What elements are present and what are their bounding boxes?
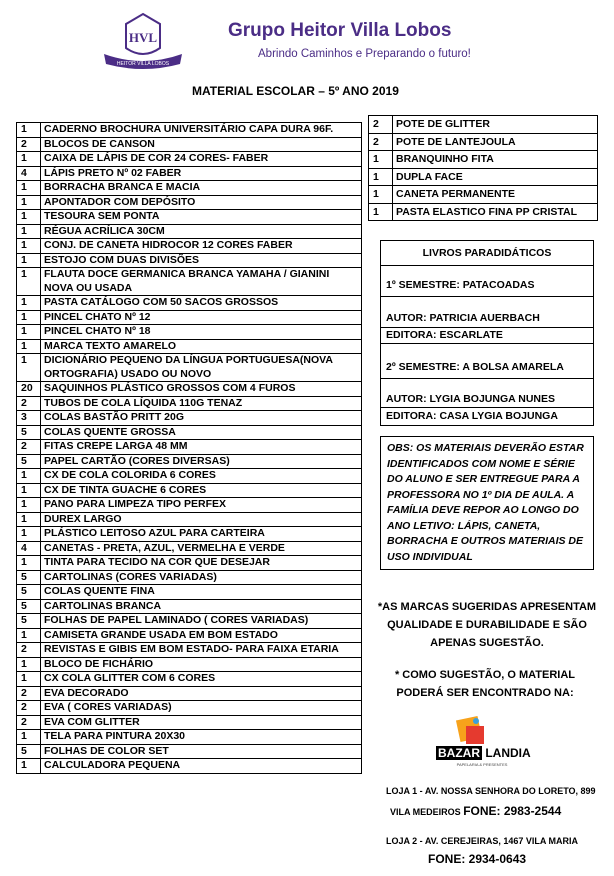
item-quantity: 1 <box>369 203 393 221</box>
item-description: PANO PARA LIMPEZA TIPO PERFEX <box>41 498 362 513</box>
item-quantity: 5 <box>17 614 41 629</box>
brands-note: *AS MARCAS SUGERIDAS APRESENTAM QUALIDADE E DURABILIDADE E SÃO APENAS SUGESTÃO. <box>377 601 597 649</box>
item-quantity: 1 <box>17 325 41 340</box>
item-description: CANETA PERMANENTE <box>393 186 598 204</box>
item-description: MARCA TEXTO AMARELO <box>41 339 362 354</box>
item-quantity: 2 <box>17 686 41 701</box>
logo-initials: HVL <box>128 30 158 45</box>
item-quantity: 1 <box>17 268 41 296</box>
table-row <box>369 168 598 186</box>
item-quantity: 1 <box>17 210 41 225</box>
item-quantity: 2 <box>369 116 393 134</box>
item-description: EVA COM GLITTER <box>41 715 362 730</box>
table-row <box>17 585 362 600</box>
item-quantity: 5 <box>17 599 41 614</box>
item-description: CX DE COLA COLORIDA 6 CORES <box>41 469 362 484</box>
table-row <box>17 759 362 774</box>
item-description: FOLHAS DE COLOR SET <box>41 744 362 759</box>
item-description: CX DE TINTA GUACHE 6 CORES <box>41 483 362 498</box>
table-row <box>17 556 362 571</box>
table-row <box>17 354 362 382</box>
store-1-phone: FONE: 2983-2544 <box>463 804 562 818</box>
store-1-address-2: VILA MEDEIROS <box>390 807 461 817</box>
school-slogan: Abrindo Caminhos e Preparando o futuro! <box>258 48 471 60</box>
item-quantity: 1 <box>17 469 41 484</box>
item-quantity: 1 <box>17 181 41 196</box>
item-quantity: 1 <box>369 168 393 186</box>
item-description: CALCULADORA PEQUENA <box>41 759 362 774</box>
item-quantity: 1 <box>17 354 41 382</box>
item-quantity: 2 <box>369 133 393 151</box>
table-row <box>369 151 598 169</box>
table-row <box>17 137 362 152</box>
table-row <box>17 123 362 138</box>
table-row <box>369 186 598 204</box>
materials-table <box>16 122 362 774</box>
item-quantity: 5 <box>17 744 41 759</box>
item-quantity: 1 <box>17 628 41 643</box>
item-description: ESTOJO COM DUAS DIVISÕES <box>41 253 362 268</box>
table-row <box>17 512 362 527</box>
table-row <box>17 396 362 411</box>
item-description: FOLHAS DE PAPEL LAMINADO ( CORES VARIADAS) <box>41 614 362 629</box>
item-quantity: 5 <box>17 425 41 440</box>
item-description: RÉGUA ACRÍLICA 30CM <box>41 224 362 239</box>
table-row <box>17 325 362 340</box>
bazarlandia-logo <box>436 712 536 775</box>
item-quantity: 1 <box>17 527 41 542</box>
table-row <box>17 425 362 440</box>
item-description: REVISTAS E GIBIS EM BOM ESTADO- PARA FAIXA ETARIA <box>41 643 362 658</box>
item-quantity: 1 <box>17 657 41 672</box>
store-2-address: LOJA 2 - AV. CEREJEIRAS, 1467 VILA MARIA <box>386 836 579 846</box>
item-quantity: 5 <box>17 585 41 600</box>
books-publisher-1: EDITORA: ESCARLATE <box>386 329 503 341</box>
item-quantity: 1 <box>17 672 41 687</box>
item-quantity: 1 <box>17 556 41 571</box>
page-title: MATERIAL ESCOLAR – 5º ANO 2019 <box>192 84 399 98</box>
item-description: TELA PARA PINTURA 20X30 <box>41 730 362 745</box>
item-description: DUPLA FACE <box>393 168 598 186</box>
item-description: COLAS BASTÃO PRITT 20G <box>41 411 362 426</box>
item-description: CAMISETA GRANDE USADA EM BOM ESTADO <box>41 628 362 643</box>
item-description: CARTOLINAS (CORES VARIADAS) <box>41 570 362 585</box>
item-quantity: 2 <box>17 396 41 411</box>
item-description: CADERNO BROCHURA UNIVERSITÁRIO CAPA DURA 96F. <box>41 123 362 138</box>
item-description: TUBOS DE COLA LÍQUIDA 110G TENAZ <box>41 396 362 411</box>
item-quantity: 5 <box>17 454 41 469</box>
table-row <box>17 686 362 701</box>
table-row <box>369 116 598 134</box>
item-quantity: 1 <box>17 224 41 239</box>
item-description: EVA DECORADO <box>41 686 362 701</box>
table-row <box>17 411 362 426</box>
item-description: CX COLA GLITTER COM 6 CORES <box>41 672 362 687</box>
item-description: TINTA PARA TECIDO NA COR QUE DESEJAR <box>41 556 362 571</box>
item-description: DUREX LARGO <box>41 512 362 527</box>
brand-part-1: BAZAR <box>438 746 480 760</box>
item-description: APONTADOR COM DEPÓSITO <box>41 195 362 210</box>
item-description: BLOCO DE FICHÁRIO <box>41 657 362 672</box>
item-description: LÁPIS PRETO Nº 02 FABER <box>41 166 362 181</box>
item-description: CONJ. DE CANETA HIDROCOR 12 CORES FABER <box>41 239 362 254</box>
table-row <box>17 152 362 167</box>
table-row <box>17 730 362 745</box>
item-quantity: 5 <box>17 570 41 585</box>
table-row <box>17 440 362 455</box>
item-quantity: 1 <box>17 239 41 254</box>
table-row <box>17 195 362 210</box>
table-row <box>17 657 362 672</box>
item-quantity: 2 <box>17 643 41 658</box>
table-row <box>17 715 362 730</box>
table-row <box>17 527 362 542</box>
brand-tagline: PAPELARIA & PRESENTES <box>456 762 508 767</box>
item-quantity: 1 <box>17 483 41 498</box>
books-semester-2: 2º SEMESTRE: A BOLSA AMARELA <box>386 361 564 373</box>
item-description: PASTA ELASTICO FINA PP CRISTAL <box>393 203 598 221</box>
item-quantity: 2 <box>17 137 41 152</box>
item-quantity: 1 <box>369 186 393 204</box>
item-quantity: 1 <box>17 730 41 745</box>
item-quantity: 1 <box>17 195 41 210</box>
item-description: PINCEL CHATO Nº 18 <box>41 325 362 340</box>
table-row <box>17 701 362 716</box>
item-quantity: 1 <box>17 152 41 167</box>
store-1-address: LOJA 1 - AV. NOSSA SENHORA DO LORETO, 899 <box>386 786 596 796</box>
item-quantity: 3 <box>17 411 41 426</box>
item-quantity: 1 <box>17 339 41 354</box>
store-2-phone: FONE: 2934-0643 <box>428 852 527 866</box>
table-row <box>17 541 362 556</box>
store-suggestion-note: * COMO SUGESTÃO, O MATERIAL PODERÁ SER ENCONTRADO NA: <box>394 669 576 699</box>
table-row <box>17 672 362 687</box>
item-description: CANETAS - PRETA, AZUL, VERMELHA E VERDE <box>41 541 362 556</box>
extra-materials-table <box>368 115 598 221</box>
item-description: PLÁSTICO LEITOSO AZUL PARA CARTEIRA <box>41 527 362 542</box>
item-description: FITAS CREPE LARGA 48 MM <box>41 440 362 455</box>
school-logo <box>100 10 186 72</box>
item-description: BORRACHA BRANCA E MACIA <box>41 181 362 196</box>
table-row <box>17 498 362 513</box>
school-name: Grupo Heitor Villa Lobos <box>228 20 452 41</box>
books-box <box>380 240 594 426</box>
item-description: TESOURA SEM PONTA <box>41 210 362 225</box>
item-description: POTE DE LANTEJOULA <box>393 133 598 151</box>
item-quantity: 4 <box>17 166 41 181</box>
item-description: DICIONÁRIO PEQUENO DA LÍNGUA PORTUGUESA(NOVA ORTOGRAFIA) USADO OU NOVO <box>41 354 362 382</box>
table-row <box>369 133 598 151</box>
store-1-line2 <box>390 804 561 818</box>
item-quantity: 2 <box>17 715 41 730</box>
item-description: POTE DE GLITTER <box>393 116 598 134</box>
item-quantity: 1 <box>17 296 41 311</box>
table-row <box>17 166 362 181</box>
table-row <box>17 239 362 254</box>
table-row <box>17 483 362 498</box>
books-publisher-2: EDITORA: CASA LYGIA BOJUNGA <box>386 410 558 422</box>
table-row <box>17 454 362 469</box>
item-quantity: 1 <box>17 123 41 138</box>
table-row <box>17 224 362 239</box>
item-description: CARTOLINAS BRANCA <box>41 599 362 614</box>
item-quantity: 1 <box>17 310 41 325</box>
table-row <box>17 469 362 484</box>
table-row <box>17 643 362 658</box>
books-author-2: AUTOR: LYGIA BOJUNGA NUNES <box>386 393 555 405</box>
item-description: PINCEL CHATO Nº 12 <box>41 310 362 325</box>
table-row <box>17 570 362 585</box>
item-quantity: 4 <box>17 541 41 556</box>
item-description: SAQUINHOS PLÁSTICO GROSSOS COM 4 FUROS <box>41 382 362 397</box>
item-description: FLAUTA DOCE GERMANICA BRANCA YAMAHA / GIANINI NOVA OU USADA <box>41 268 362 296</box>
item-description: PAPEL CARTÃO (CORES DIVERSAS) <box>41 454 362 469</box>
item-description: CAIXA DE LÁPIS DE COR 24 CORES- FABER <box>41 152 362 167</box>
books-author-1: AUTOR: PATRICIA AUERBACH <box>386 312 540 324</box>
table-row <box>17 310 362 325</box>
observation-box: OBS: OS MATERIAIS DEVERÃO ESTAR IDENTIFICADOS COM NOME E SÉRIE DO ALUNO E SER ENTREGUE PARA A PROFESSORA NO 1º DIA DE AULA. A FAMÍLIA DEVE REPOR AO LONGO DO ANO LETIVO: LÁPIS, CANETA, BORRACHA E OUTROS MATERIAIS DE USO INDIVIDUAL <box>380 436 594 570</box>
books-title: LIVROS PARADIDÁTICOS <box>422 247 552 259</box>
item-description: BRANQUINHO FITA <box>393 151 598 169</box>
table-row <box>17 296 362 311</box>
brand-part-2: LANDIA <box>485 746 531 760</box>
item-quantity: 1 <box>17 498 41 513</box>
item-description: PASTA CATÁLOGO COM 50 SACOS GROSSOS <box>41 296 362 311</box>
item-quantity: 2 <box>17 701 41 716</box>
table-row <box>17 253 362 268</box>
table-row <box>369 203 598 221</box>
item-description: COLAS QUENTE FINA <box>41 585 362 600</box>
table-row <box>17 744 362 759</box>
item-quantity: 1 <box>17 512 41 527</box>
item-description: EVA ( CORES VARIADAS) <box>41 701 362 716</box>
item-quantity: 20 <box>17 382 41 397</box>
logo-banner: HEITOR VILLA LOBOS <box>116 61 170 67</box>
table-row <box>17 339 362 354</box>
item-quantity: 1 <box>17 253 41 268</box>
item-description: COLAS QUENTE GROSSA <box>41 425 362 440</box>
table-row <box>17 268 362 296</box>
item-quantity: 1 <box>369 151 393 169</box>
table-row <box>17 614 362 629</box>
table-row <box>17 181 362 196</box>
item-quantity: 2 <box>17 440 41 455</box>
table-row <box>17 382 362 397</box>
item-description: BLOCOS DE CANSON <box>41 137 362 152</box>
books-semester-1: 1º SEMESTRE: PATACOADAS <box>386 279 535 291</box>
table-row <box>17 628 362 643</box>
table-row <box>17 599 362 614</box>
table-row <box>17 210 362 225</box>
item-quantity: 1 <box>17 759 41 774</box>
